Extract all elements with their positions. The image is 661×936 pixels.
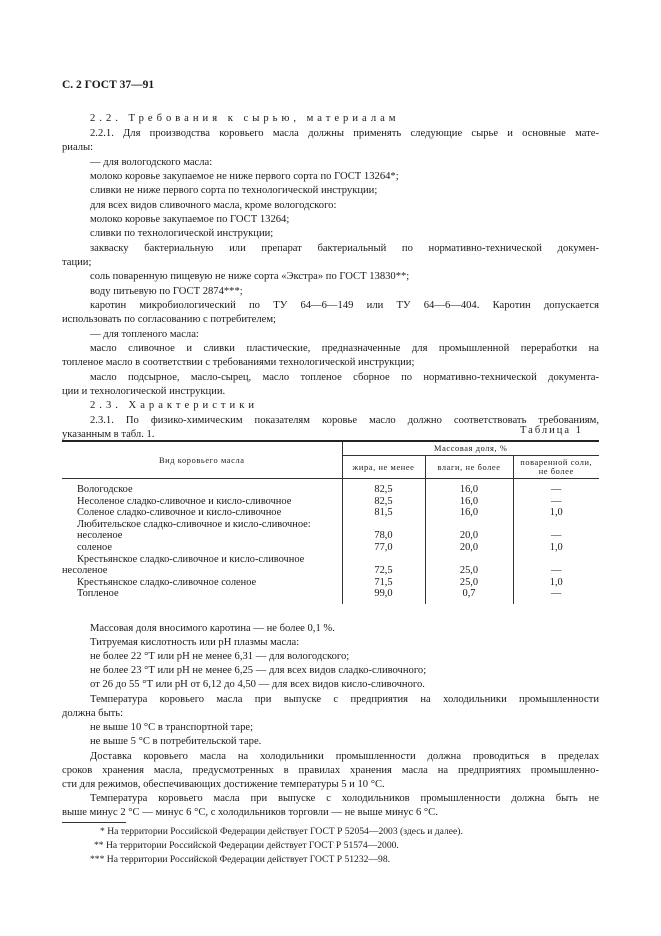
cell-moisture: 20,0 bbox=[425, 530, 513, 542]
paragraph-line: сливки не ниже первого сорта по технологической инструкции; bbox=[90, 185, 378, 196]
table-row bbox=[62, 519, 599, 531]
footnote: ** На территории Российской Федерации действует ГОСТ Р 51574—2000. bbox=[94, 840, 399, 851]
paragraph-line: молоко коровье закупаемое по ГОСТ 13264; bbox=[90, 214, 290, 225]
cell-type: несоленое bbox=[62, 565, 108, 577]
cell-fat: 82,5 bbox=[342, 496, 425, 508]
paragraph-line: выше минус 2 °С — минус 6 °С, с холодильников торговли — не выше минус 6 °С. bbox=[62, 807, 438, 818]
cell-moisture: 25,0 bbox=[425, 577, 513, 589]
table-row bbox=[62, 496, 599, 508]
table-row bbox=[62, 554, 599, 566]
cell-type: соленое bbox=[77, 541, 112, 553]
paragraph-line: сти для режимов, обеспечивающих достижение температуры 5 и 10 °С. bbox=[62, 779, 385, 790]
cell-salt: — bbox=[551, 495, 562, 507]
paragraph-line: сроков хранения масла, предусмотренных в правилах хранения масла на предприятиях промышленно- bbox=[62, 765, 599, 776]
cell-type: Топленое bbox=[77, 588, 119, 600]
cell-type: Крестьянское сладко-сливочное соленое bbox=[77, 576, 257, 588]
paragraph-line: молоко коровье закупаемое не ниже первого сорта по ГОСТ 13264*; bbox=[90, 171, 399, 182]
paragraph-line: Температура коровьего масла при выпуске с предприятия на холодильники промышленности bbox=[90, 694, 599, 705]
footnote: *** На территории Российской Федерации действует ГОСТ Р 51232—98. bbox=[90, 854, 391, 865]
paragraph-line: — для вологодского масла: bbox=[90, 157, 213, 168]
paragraph-line: ции и технологической инструкции. bbox=[62, 386, 226, 397]
cell-type: Любительское сладко-сливочное и кисло-сливочное: bbox=[77, 518, 311, 530]
paragraph-line: топленое масло в соответствии с требованиями технологической инструкции; bbox=[62, 357, 415, 368]
paragraph-line: каротин микробиологический по ТУ 64—6—149 или ТУ 64—6—404. Каротин допускается bbox=[90, 300, 599, 311]
section-2-3-heading: 2.3. Характеристики bbox=[90, 400, 259, 411]
column-header-type: Вид коровьего масла bbox=[62, 441, 342, 479]
page-header: С. 2 ГОСТ 37—91 bbox=[62, 79, 155, 91]
column-header-moisture: влаги, не более bbox=[425, 456, 513, 479]
cell-salt bbox=[513, 554, 599, 566]
paragraph-line: должна быть: bbox=[62, 708, 124, 719]
table-caption: Таблица 1 bbox=[520, 425, 583, 436]
paragraph-line: не выше 5 °С в потребительской таре. bbox=[90, 736, 262, 747]
paragraph-line: Доставка коровьего масла на холодильники промышленности должна проводиться в пределах bbox=[90, 751, 599, 762]
table-row bbox=[62, 479, 599, 496]
paragraph-line: Температура коровьего масла при выпуске с холодильников промышленности должна быть не bbox=[90, 793, 599, 804]
column-header-group: Массовая доля, % bbox=[342, 441, 599, 456]
cell-salt: 1,0 bbox=[549, 541, 563, 553]
paragraph-line: Титруемая кислотность или pH плазмы масла: bbox=[90, 637, 300, 648]
paragraph-line: Массовая доля вносимого каротина — не более 0,1 %. bbox=[90, 623, 335, 634]
cell-salt: — bbox=[551, 588, 562, 600]
paragraph-line: 2.2.1. Для производства коровьего масла должны применять следующие сырье и основные мате- bbox=[90, 128, 599, 139]
table-row bbox=[62, 530, 599, 542]
cell-fat bbox=[342, 519, 425, 531]
cell-moisture: 16,0 bbox=[425, 507, 513, 519]
cell-salt: 1,0 bbox=[549, 507, 563, 519]
column-header-fat: жира, не менее bbox=[342, 456, 425, 479]
table-row bbox=[62, 588, 599, 604]
cell-moisture: 16,0 bbox=[425, 496, 513, 508]
cell-type: несоленое bbox=[77, 530, 123, 542]
cell-fat: 99,0 bbox=[342, 588, 425, 604]
paragraph-line: воду питьевую по ГОСТ 2874***; bbox=[90, 286, 243, 297]
table-1 bbox=[62, 440, 599, 604]
table-row bbox=[62, 507, 599, 519]
cell-salt: — bbox=[551, 565, 562, 577]
paragraph-line: тации; bbox=[62, 257, 92, 268]
cell-moisture: 0,7 bbox=[425, 588, 513, 604]
paragraph-line: не более 23 °Т или pH не менее 6,25 — для всех видов сладко-сливочного; bbox=[90, 665, 427, 676]
paragraph-line: от 26 до 55 °Т или pH от 6,12 до 4,50 — для всех видов кисло-сливочного. bbox=[90, 679, 425, 690]
cell-fat: 71,5 bbox=[342, 577, 425, 589]
paragraph-line: риалы: bbox=[62, 142, 94, 153]
footnote-divider bbox=[62, 822, 126, 823]
cell-fat: 77,0 bbox=[342, 542, 425, 554]
table-row bbox=[62, 565, 599, 577]
footnote: * На территории Российской Федерации действует ГОСТ Р 52054—2003 (здесь и далее). bbox=[100, 826, 463, 837]
section-2-2-heading: 2.2. Требования к сырью, материалам bbox=[90, 113, 400, 124]
cell-salt: 1,0 bbox=[549, 576, 563, 588]
cell-fat: 81,5 bbox=[342, 507, 425, 519]
paragraph-line: для всех видов сливочного масла, кроме вологодского: bbox=[90, 200, 337, 211]
paragraph-line: указанным в табл. 1. bbox=[62, 429, 155, 440]
cell-moisture: 16,0 bbox=[425, 479, 513, 496]
paragraph-line: 2.3.1. По физико-химическим показателям коровье масло должно соответствовать требованиям, bbox=[90, 415, 599, 426]
cell-salt: — bbox=[551, 530, 562, 542]
column-header-salt: поваренной соли, не более bbox=[513, 456, 599, 479]
cell-fat: 82,5 bbox=[342, 479, 425, 496]
cell-salt bbox=[513, 519, 599, 531]
cell-moisture: 20,0 bbox=[425, 542, 513, 554]
table-row bbox=[62, 577, 599, 589]
paragraph-line: соль поваренную пищевую не ниже сорта «Экстра» по ГОСТ 13830**; bbox=[90, 271, 410, 282]
cell-fat: 78,0 bbox=[342, 530, 425, 542]
paragraph-line: закваску бактериальную или препарат бактериальный по нормативно-технической докумен- bbox=[90, 243, 599, 254]
paragraph-line: не выше 10 °С в транспортной таре; bbox=[90, 722, 254, 733]
cell-salt: — bbox=[551, 484, 562, 495]
paragraph-line: масло подсырное, масло-сырец, масло топленое сборное по нормативно-технической документа- bbox=[90, 372, 599, 383]
paragraph-line: использовать по согласованию с потребителем; bbox=[62, 314, 276, 325]
cell-fat bbox=[342, 554, 425, 566]
cell-type: Вологодское bbox=[77, 484, 133, 495]
paragraph-line: не более 22 °Т или pH не менее 6,31 — для вологодского; bbox=[90, 651, 350, 662]
cell-type: Крестьянское сладко-сливочное и кисло-сливочное bbox=[77, 553, 305, 565]
paragraph-line: — для топленого масла: bbox=[90, 329, 199, 340]
cell-moisture bbox=[425, 519, 513, 531]
paragraph-line: масло сливочное и сливки пластические, предназначенные для промышленной переработки на bbox=[90, 343, 599, 354]
paragraph-line: сливки по технологической инструкции; bbox=[90, 228, 274, 239]
table-row bbox=[62, 542, 599, 554]
cell-type: Соленое сладко-сливочное и кисло-сливочное bbox=[77, 507, 282, 519]
cell-type: Несоленое сладко-сливочное и кисло-сливочное bbox=[77, 495, 292, 507]
cell-moisture bbox=[425, 554, 513, 566]
cell-fat: 72,5 bbox=[342, 565, 425, 577]
cell-moisture: 25,0 bbox=[425, 565, 513, 577]
